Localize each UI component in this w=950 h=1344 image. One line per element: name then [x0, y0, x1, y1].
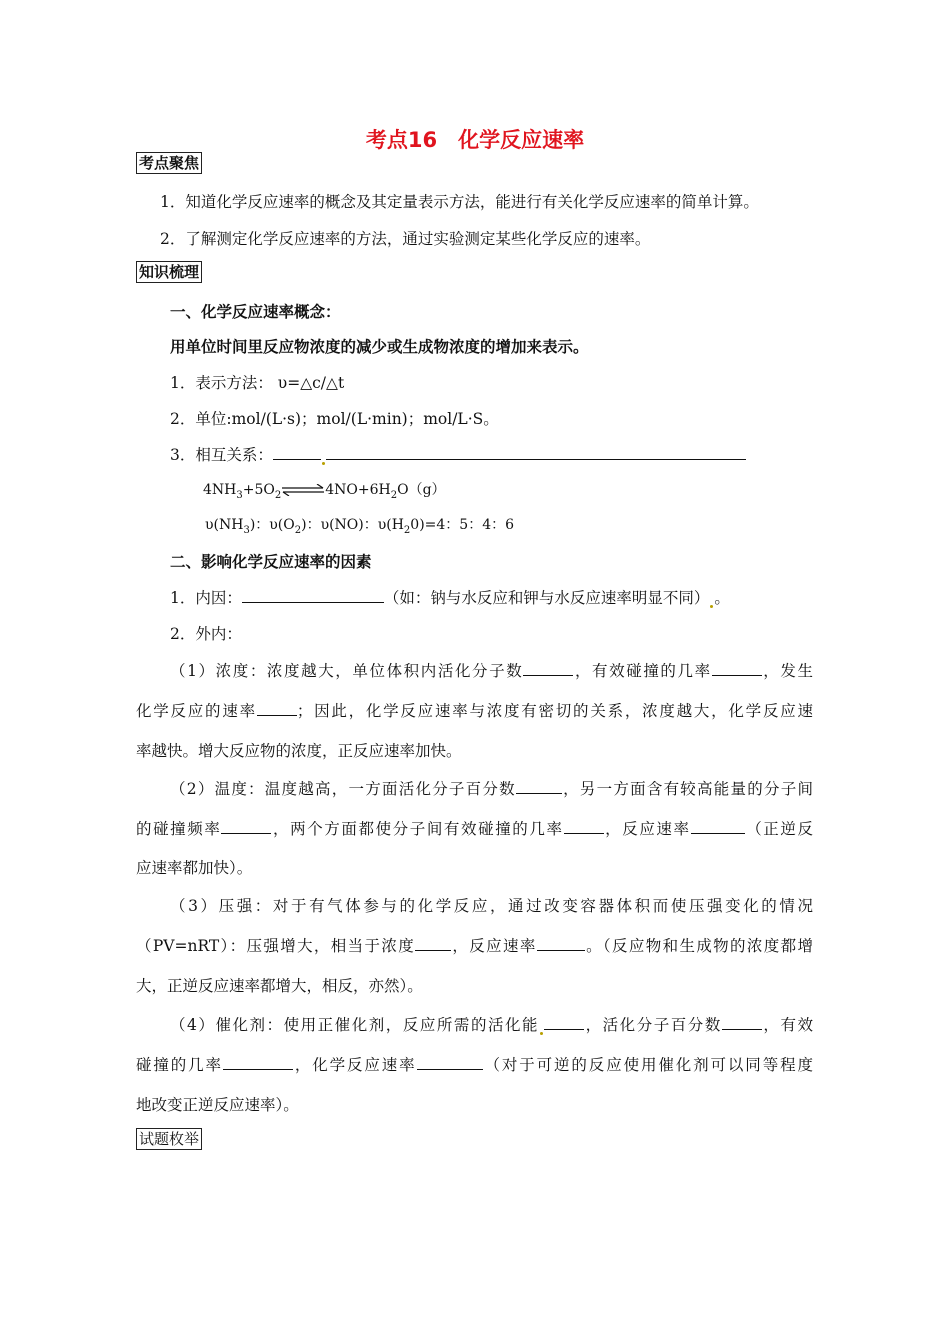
reversible-arrow-icon	[281, 484, 325, 496]
part1-item-2: 2．单位:mol/(L·s)；mol/(L·min)；mol/L·S。	[170, 410, 499, 428]
answer-blank	[415, 935, 451, 951]
external-factor-label: 2．外内：	[170, 625, 242, 643]
section-label-examples: 试题枚举	[136, 1128, 202, 1150]
temperature-line-3: 应速率都加快）。	[136, 859, 253, 877]
answer-blank	[326, 444, 746, 460]
answer-blank	[691, 818, 745, 834]
pressure-line-1: （3）压强：对于有气体参与的化学反应，通过改变容器体积而使压强变化的情况	[170, 897, 813, 915]
answer-blank	[516, 778, 562, 794]
answer-blank	[417, 1054, 483, 1070]
catalyst-line-3: 地改变正逆反应速率）。	[136, 1096, 299, 1114]
answer-blank	[223, 1054, 293, 1070]
part2-heading: 二、影响化学反应速率的因素	[170, 552, 372, 571]
part1-item-3-label: 3．相互关系：	[170, 446, 273, 464]
answer-blank	[564, 818, 604, 834]
reaction-equation: $4NH_3+5O_2$ $4NO+6H_2O(g)$	[203, 482, 446, 501]
answer-blank	[221, 818, 271, 834]
answer-blank	[257, 700, 297, 716]
catalyst-line-1: （4）催化剂：使用正催化剂，反应所需的活化能 ，活化分子百分数 ，有效	[170, 1016, 813, 1034]
temperature-line-2: 的碰撞频率 ，两个方面都使分子间有效碰撞的几率 ，反应速率 （正逆反	[136, 820, 813, 838]
answer-blank	[712, 660, 762, 676]
focus-item-1: 1．知道化学反应速率的概念及其定量表示方法，能进行有关化学反应速率的简单计算。	[160, 193, 759, 211]
pressure-line-3: 大，正逆反应速率都增大，相反，亦然）。	[136, 977, 423, 995]
answer-blank	[523, 660, 573, 676]
internal-factor: 1．内因： （如：钠与水反应和钾与水反应速率明显不同） 。	[170, 589, 730, 607]
answer-blank	[273, 444, 321, 460]
concentration-line-1: （1）浓度：浓度越大，单位体积内活化分子数 ，有效碰撞的几率 ，发生	[170, 662, 813, 680]
part1-item-3	[170, 443, 746, 465]
answer-blank	[544, 1014, 584, 1030]
section-label-focus: 考点聚焦	[136, 152, 202, 174]
answer-blank	[537, 935, 585, 951]
answer-blank	[242, 587, 384, 603]
pressure-line-2: （PV=nRT）：压强增大，相当于浓度 ，反应速率 。（反应物和生成物的浓度都增	[136, 937, 813, 955]
marker-dot	[540, 1032, 543, 1035]
marker-dot	[322, 462, 325, 465]
concentration-line-2: 化学反应的速率 ；因此，化学反应速率与浓度有密切的关系，浓度越大，化学反应速	[136, 702, 813, 720]
section-label-knowledge: 知识梳理	[136, 261, 202, 283]
rate-ratio: $\upsilon(NH_3)$：$\upsilon(O_2)$：υ(NO)：$\upsilon(H_20)=4$：5：4：6	[205, 517, 515, 536]
page-title: 考点16 化学反应速率	[365, 128, 585, 152]
part1-definition: 用单位时间里反应物浓度的减少或生成物浓度的增加来表示。	[170, 337, 589, 356]
answer-blank	[722, 1014, 762, 1030]
part1-item-1: 1．表示方法： υ=△c/△t	[170, 374, 345, 392]
catalyst-line-2: 碰撞的几率 ，化学反应速率 （对于可逆的反应使用催化剂可以同等程度	[136, 1056, 813, 1074]
focus-item-2: 2．了解测定化学反应速率的方法，通过实验测定某些化学反应的速率。	[160, 230, 651, 248]
concentration-line-3: 率越快。增大反应物的浓度，正反应速率加快。	[136, 742, 462, 760]
part1-heading: 一、化学反应速率概念：	[170, 302, 341, 321]
marker-dot	[710, 605, 713, 608]
temperature-line-1: （2）温度：温度越高，一方面活化分子百分数 ，另一方面含有较高能量的分子间	[170, 780, 813, 798]
